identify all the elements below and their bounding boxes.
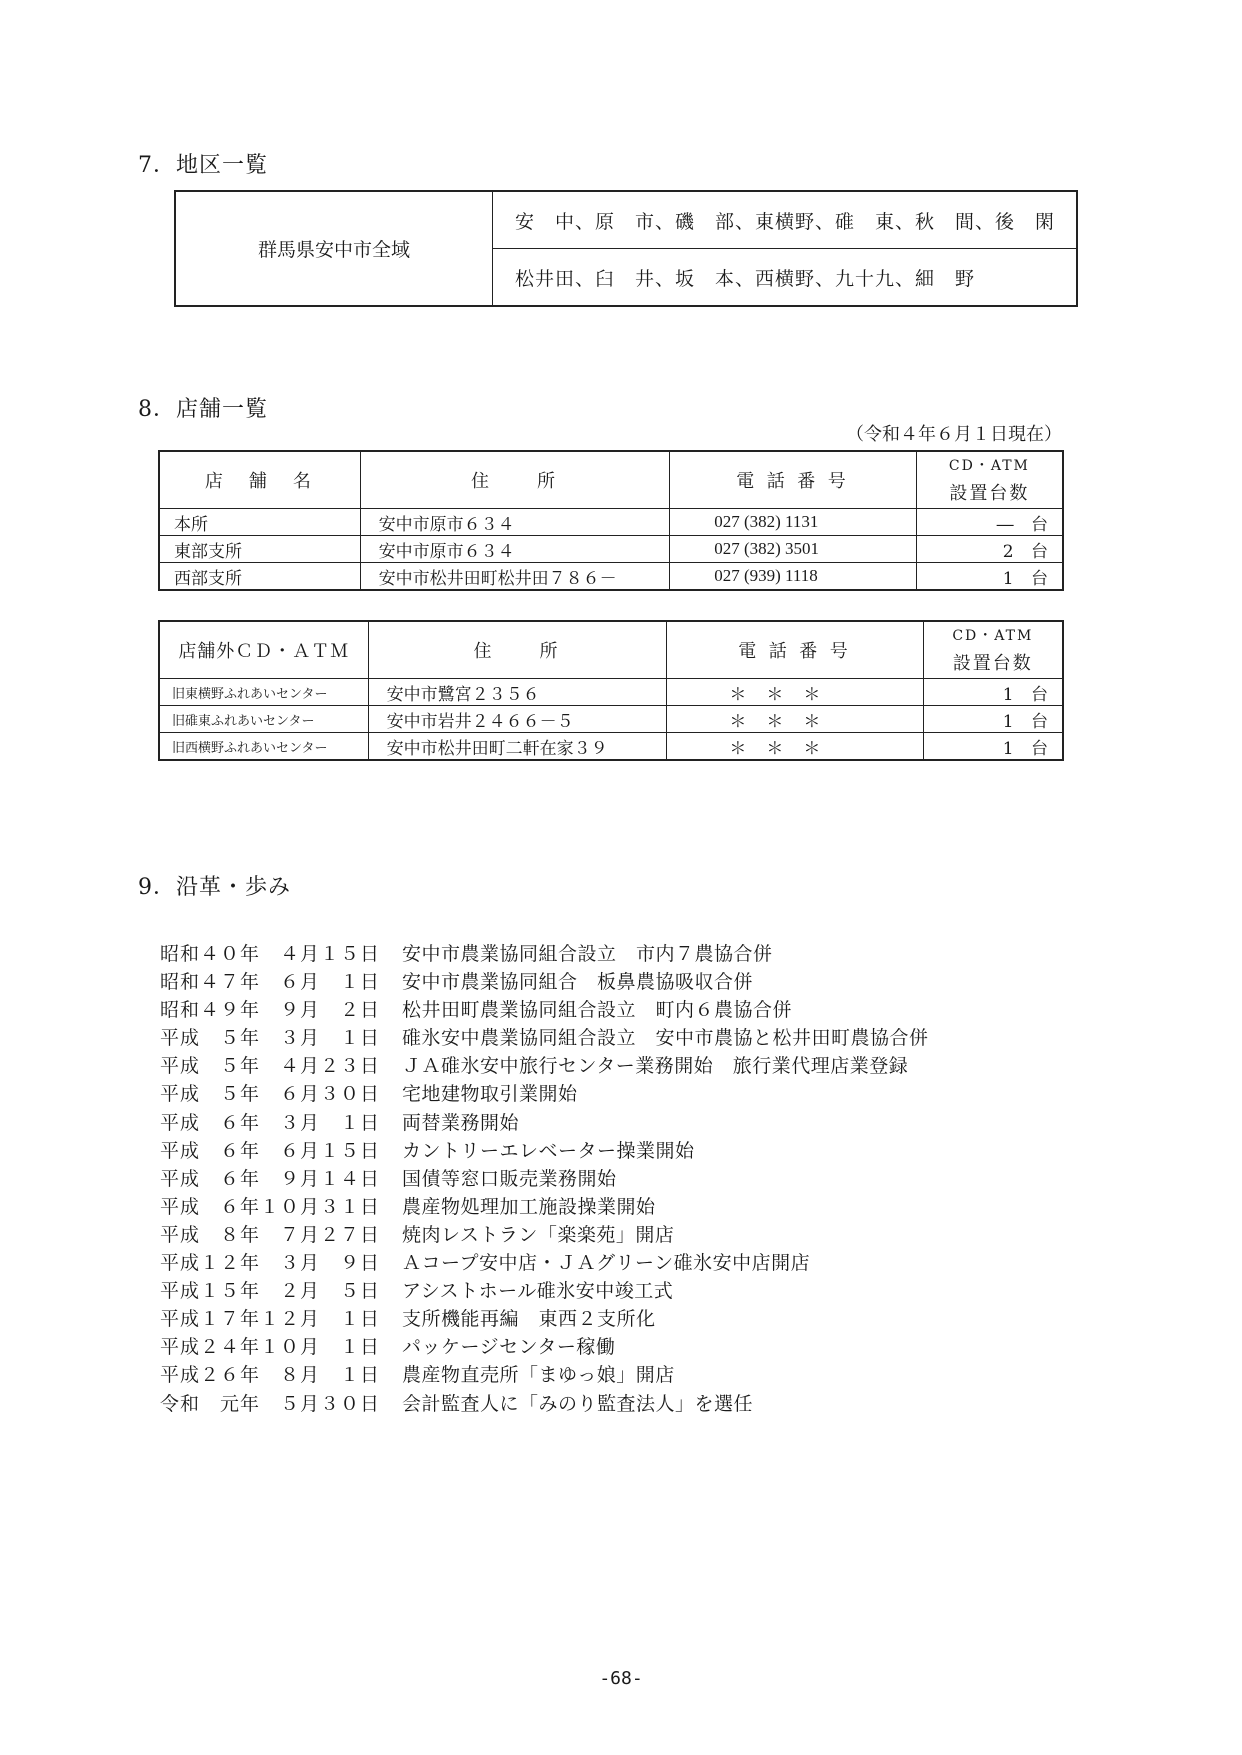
atm-address: 安中市松井田町二軒在家３９ xyxy=(368,733,667,761)
table-header xyxy=(159,621,1063,679)
history-event: 宅地建物取引業開始 xyxy=(402,1083,578,1106)
section7-title: 7．地区一覧 xyxy=(138,153,268,178)
history-date: 昭和４０年 ４月１５日 xyxy=(160,943,381,965)
store-count: 1 台 xyxy=(916,563,1063,591)
history-date: 平成２６年 ８月 １日 xyxy=(160,1364,381,1387)
history-event: 農産物直売所「まゆっ娘」開店 xyxy=(402,1364,675,1387)
as-of-date: （令和４年６月１日現在） xyxy=(846,424,1062,445)
store-tel: 027 (382) 3501 xyxy=(670,536,917,563)
list-item xyxy=(160,1024,929,1052)
atm-name: 旧碓東ふれあいセンター xyxy=(159,706,368,733)
history-event: カントリーエレベーター操業開始 xyxy=(402,1139,695,1162)
history-event: 松井田町農業協同組合設立 町内６農協合併 xyxy=(402,999,793,1022)
section9-title: 9．沿革・歩み xyxy=(138,875,291,900)
list-item xyxy=(160,1249,929,1277)
history-date: 平成１７年１２月 １日 xyxy=(160,1308,381,1331)
list-item xyxy=(160,1305,929,1333)
atm-name: 旧西横野ふれあいセンター xyxy=(159,733,368,761)
history-date: 平成 ６年 ９月１４日 xyxy=(160,1167,381,1190)
list-item xyxy=(160,940,929,968)
list-item xyxy=(160,1080,929,1108)
history-date: 平成 ６年 ６月１５日 xyxy=(160,1139,381,1162)
store-name: 東部支所 xyxy=(159,536,360,563)
atm-tel: ＊＊＊ xyxy=(667,679,923,706)
store-table xyxy=(158,450,1064,591)
history-date: 平成１２年 ３月 ９日 xyxy=(160,1252,381,1275)
atm-address: 安中市岩井２４６６－５ xyxy=(368,706,667,733)
list-item xyxy=(160,1109,929,1137)
table-row xyxy=(159,706,1063,733)
page-number: -68- xyxy=(599,1668,643,1689)
history-date: 平成 ５年 ３月 １日 xyxy=(160,1027,381,1050)
list-item xyxy=(160,1165,929,1193)
history-event: 碓氷安中農業協同組合設立 安中市農協と松井田町農協合併 xyxy=(402,1027,929,1050)
store-count: 2 台 xyxy=(916,536,1063,563)
header-cd-bottom: 設置台数 xyxy=(952,653,1033,674)
header-tel: 電 話 番 号 xyxy=(670,451,917,509)
header-address: 住 所 xyxy=(368,621,667,679)
district-row-2: 松井田、臼 井、坂 本、西横野、九十九、細 野 xyxy=(493,249,1078,307)
history-event: 農産物処理加工施設操業開始 xyxy=(402,1195,656,1218)
atm-tel: ＊＊＊ xyxy=(667,733,923,761)
store-count: ― 台 xyxy=(916,509,1063,536)
history-date: 平成 ８年 ７月２７日 xyxy=(160,1223,381,1246)
store-tel: 027 (382) 1131 xyxy=(670,509,917,536)
list-item xyxy=(160,1390,929,1418)
history-date: 令和 元年 ５月３０日 xyxy=(160,1392,381,1415)
table-header xyxy=(159,451,1063,509)
table-row xyxy=(159,733,1063,761)
list-item xyxy=(160,1277,929,1305)
list-item xyxy=(160,1361,929,1389)
atm-table xyxy=(158,620,1064,761)
store-name: 本所 xyxy=(159,509,360,536)
history-date: 平成 ６年 ３月 １日 xyxy=(160,1111,381,1134)
table-row xyxy=(159,509,1063,536)
region-cell: 群馬県安中市全域 xyxy=(175,191,493,306)
history-date: 平成２４年１０月 １日 xyxy=(160,1336,381,1359)
store-address: 安中市原市６３４ xyxy=(360,536,670,563)
list-item xyxy=(160,1137,929,1165)
store-tel: 027 (939) 1118 xyxy=(670,563,917,591)
list-item xyxy=(160,968,929,996)
table-row xyxy=(159,536,1063,563)
history-event: 会計監査人に「みのり監査法人」を選任 xyxy=(402,1392,754,1415)
district-row-1: 安 中、原 市、磯 部、東横野、碓 東、秋 間、後 閑 xyxy=(493,191,1078,249)
history-event: 安中市農業協同組合 板鼻農協吸収合併 xyxy=(402,971,754,994)
history-list xyxy=(160,940,929,1418)
history-date: 平成１５年 ２月 ５日 xyxy=(160,1280,381,1303)
history-event: 両替業務開始 xyxy=(402,1111,520,1134)
history-date: 昭和４９年 ９月 ２日 xyxy=(160,999,381,1022)
list-item xyxy=(160,1052,929,1080)
section8-title: 8．店舗一覧 xyxy=(138,397,268,422)
header-cd-top: CD・ATM xyxy=(948,458,1030,474)
store-address: 安中市松井田町松井田７８６－ xyxy=(360,563,670,591)
history-date: 平成 ６年１０月３１日 xyxy=(160,1195,381,1218)
list-item xyxy=(160,1333,929,1361)
history-event: パッケージセンター稼働 xyxy=(402,1336,616,1359)
history-date: 平成 ５年 ４月２３日 xyxy=(160,1055,381,1078)
header-address: 住 所 xyxy=(360,451,670,509)
district-table xyxy=(174,190,1078,307)
history-event: ＪＡ碓氷安中旅行センター業務開始 旅行業代理店業登録 xyxy=(402,1055,909,1078)
history-date: 昭和４７年 ６月 １日 xyxy=(160,971,381,994)
header-name: 店 舗 名 xyxy=(159,451,360,509)
header-name: 店舗外ＣＤ・ＡＴＭ xyxy=(159,621,368,679)
atm-count: 1 台 xyxy=(923,706,1063,733)
history-event: 支所機能再編 東西２支所化 xyxy=(402,1308,656,1331)
history-event: 焼肉レストラン「楽楽苑」開店 xyxy=(402,1223,675,1246)
atm-name: 旧東横野ふれあいセンター xyxy=(159,679,368,706)
history-event: 国債等窓口販売業務開始 xyxy=(402,1167,617,1190)
store-name: 西部支所 xyxy=(159,563,360,591)
header-cd-count xyxy=(916,451,1063,509)
list-item xyxy=(160,1221,929,1249)
store-address: 安中市原市６３４ xyxy=(360,509,670,536)
history-date: 平成 ５年 ６月３０日 xyxy=(160,1083,381,1106)
table-row xyxy=(159,563,1063,591)
header-cd-top: CD・ATM xyxy=(952,628,1034,644)
atm-count: 1 台 xyxy=(923,679,1063,706)
list-item xyxy=(160,1193,929,1221)
atm-count: 1 台 xyxy=(923,733,1063,761)
history-event: Ａコープ安中店・ＪＡグリーン碓氷安中店開店 xyxy=(402,1252,811,1275)
history-event: 安中市農業協同組合設立 市内７農協合併 xyxy=(402,943,773,965)
header-cd-count xyxy=(923,621,1063,679)
header-cd-bottom: 設置台数 xyxy=(949,483,1030,504)
history-event: アシストホール碓氷安中竣工式 xyxy=(402,1280,674,1303)
list-item xyxy=(160,996,929,1024)
atm-tel: ＊＊＊ xyxy=(667,706,923,733)
header-tel: 電 話 番 号 xyxy=(667,621,923,679)
atm-address: 安中市鷺宮２３５６ xyxy=(368,679,667,706)
table-row xyxy=(159,679,1063,706)
